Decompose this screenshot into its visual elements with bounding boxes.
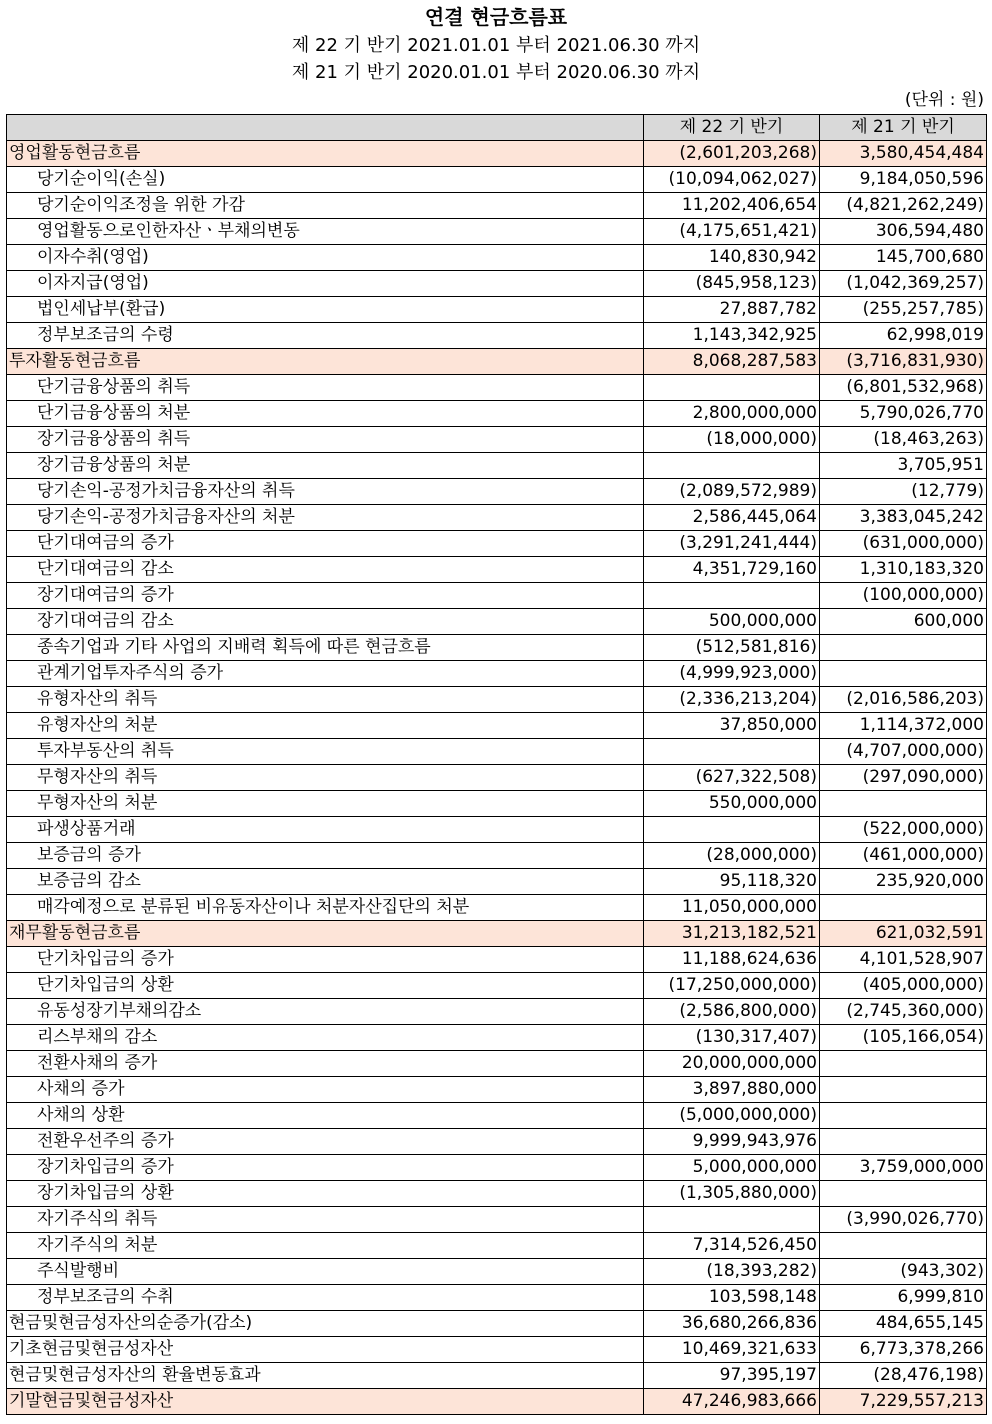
current-period-value: 27,887,782	[644, 297, 820, 323]
section-row	[7, 1389, 987, 1415]
row-label: 당기순이익(손실)	[7, 167, 644, 193]
prior-period-value: 621,032,591	[820, 921, 987, 947]
prior-period-value	[820, 1129, 987, 1155]
table-row	[7, 739, 987, 765]
table-row	[7, 583, 987, 609]
current-period-value: 2,800,000,000	[644, 401, 820, 427]
table-row	[7, 713, 987, 739]
table-row	[7, 1311, 987, 1337]
prior-period-value: (3,990,026,770)	[820, 1207, 987, 1233]
prior-period-value: 1,114,372,000	[820, 713, 987, 739]
prior-period-value: 600,000	[820, 609, 987, 635]
current-period-value: (5,000,000,000)	[644, 1103, 820, 1129]
table-row	[7, 1363, 987, 1389]
prior-period-value	[820, 1077, 987, 1103]
row-label: 보증금의 감소	[7, 869, 644, 895]
header-current-period: 제 22 기 반기	[644, 115, 820, 141]
table-row	[7, 869, 987, 895]
table-row	[7, 999, 987, 1025]
current-period-value: 97,395,197	[644, 1363, 820, 1389]
header-account	[7, 115, 644, 141]
table-row	[7, 297, 987, 323]
prior-period-value: (631,000,000)	[820, 531, 987, 557]
prior-period-value: (12,779)	[820, 479, 987, 505]
current-period-value: (1,305,880,000)	[644, 1181, 820, 1207]
table-row	[7, 401, 987, 427]
table-row	[7, 479, 987, 505]
current-period-value: 10,469,321,633	[644, 1337, 820, 1363]
unit-label: (단위 : 원)	[904, 90, 984, 110]
table-row	[7, 687, 987, 713]
row-label: 장기차입금의 상환	[7, 1181, 644, 1207]
table-row	[7, 1051, 987, 1077]
current-period-value: 31,213,182,521	[644, 921, 820, 947]
row-label: 당기순이익조정을 위한 가감	[7, 193, 644, 219]
current-period-value: 8,068,287,583	[644, 349, 820, 375]
section-row	[7, 349, 987, 375]
prior-period-value: 62,998,019	[820, 323, 987, 349]
row-label: 이자지급(영업)	[7, 271, 644, 297]
table-row	[7, 1077, 987, 1103]
current-period-value: (2,601,203,268)	[644, 141, 820, 167]
prior-period-value: (522,000,000)	[820, 817, 987, 843]
row-label: 단기대여금의 감소	[7, 557, 644, 583]
current-period-value: 3,897,880,000	[644, 1077, 820, 1103]
prior-period-value: 7,229,557,213	[820, 1389, 987, 1415]
table-header-row	[7, 115, 987, 141]
row-label: 투자부동산의 취득	[7, 739, 644, 765]
current-period-value	[644, 817, 820, 843]
row-label: 매각예정으로 분류된 비유동자산이나 처분자산집단의 처분	[7, 895, 644, 921]
current-period-value: (2,586,800,000)	[644, 999, 820, 1025]
prior-period-value: 9,184,050,596	[820, 167, 987, 193]
table-row	[7, 895, 987, 921]
row-label: 기말현금및현금성자산	[7, 1389, 644, 1415]
current-period-value: (130,317,407)	[644, 1025, 820, 1051]
current-period-value: (28,000,000)	[644, 843, 820, 869]
current-period-value: 11,188,624,636	[644, 947, 820, 973]
prior-period-value	[820, 1181, 987, 1207]
table-row	[7, 1103, 987, 1129]
table-row	[7, 531, 987, 557]
current-period-value: 9,999,943,976	[644, 1129, 820, 1155]
row-label: 정부보조금의 수취	[7, 1285, 644, 1311]
current-period-value: (17,250,000,000)	[644, 973, 820, 999]
table-row	[7, 323, 987, 349]
prior-period-value: 3,580,454,484	[820, 141, 987, 167]
prior-period-value: (4,821,262,249)	[820, 193, 987, 219]
current-period-value: 550,000,000	[644, 791, 820, 817]
row-label: 이자수취(영업)	[7, 245, 644, 271]
prior-period-value: 3,705,951	[820, 453, 987, 479]
row-label: 영업활동으로인한자산ㆍ부채의변동	[7, 219, 644, 245]
current-period-value: (18,393,282)	[644, 1259, 820, 1285]
current-period-value	[644, 375, 820, 401]
current-period-value: 47,246,983,666	[644, 1389, 820, 1415]
statement-title: 연결 현금흐름표	[424, 5, 568, 29]
table-row	[7, 947, 987, 973]
current-period-value: 11,050,000,000	[644, 895, 820, 921]
row-label: 유형자산의 취득	[7, 687, 644, 713]
current-period-value: 500,000,000	[644, 609, 820, 635]
table-row	[7, 271, 987, 297]
current-period-value: 140,830,942	[644, 245, 820, 271]
row-label: 정부보조금의 수령	[7, 323, 644, 349]
row-label: 유형자산의 처분	[7, 713, 644, 739]
prior-period-value: 3,383,045,242	[820, 505, 987, 531]
row-label: 종속기업과 기타 사업의 지배력 획득에 따른 현금흐름	[7, 635, 644, 661]
prior-period-value	[820, 895, 987, 921]
prior-period-value	[820, 1233, 987, 1259]
row-label: 재무활동현금흐름	[7, 921, 644, 947]
prior-period-value: 6,773,378,266	[820, 1337, 987, 1363]
header-prior-period: 제 21 기 반기	[820, 115, 987, 141]
table-row	[7, 1233, 987, 1259]
table-row	[7, 375, 987, 401]
table-row	[7, 427, 987, 453]
prior-period-value: 4,101,528,907	[820, 947, 987, 973]
current-period-value: 37,850,000	[644, 713, 820, 739]
prior-period-value: 306,594,480	[820, 219, 987, 245]
cash-flow-table	[6, 114, 987, 1415]
row-label: 단기대여금의 증가	[7, 531, 644, 557]
prior-period-value: (18,463,263)	[820, 427, 987, 453]
table-row	[7, 1181, 987, 1207]
row-label: 파생상품거래	[7, 817, 644, 843]
section-row	[7, 921, 987, 947]
prior-period-value: (3,716,831,930)	[820, 349, 987, 375]
current-period-value: (512,581,816)	[644, 635, 820, 661]
prior-period-value: 3,759,000,000	[820, 1155, 987, 1181]
prior-period-value: 1,310,183,320	[820, 557, 987, 583]
table-row	[7, 817, 987, 843]
current-period-value: 2,586,445,064	[644, 505, 820, 531]
period-prior: 제 21 기 반기 2020.01.01 부터 2020.06.30 까지	[291, 62, 701, 83]
prior-period-value: 6,999,810	[820, 1285, 987, 1311]
table-row	[7, 1337, 987, 1363]
current-period-value: 1,143,342,925	[644, 323, 820, 349]
prior-period-value	[820, 791, 987, 817]
prior-period-value: (100,000,000)	[820, 583, 987, 609]
prior-period-value: 484,655,145	[820, 1311, 987, 1337]
prior-period-value: (6,801,532,968)	[820, 375, 987, 401]
current-period-value: (3,291,241,444)	[644, 531, 820, 557]
row-label: 무형자산의 처분	[7, 791, 644, 817]
table-row	[7, 843, 987, 869]
row-label: 장기차입금의 증가	[7, 1155, 644, 1181]
table-row	[7, 193, 987, 219]
prior-period-value: (4,707,000,000)	[820, 739, 987, 765]
prior-period-value: (2,016,586,203)	[820, 687, 987, 713]
current-period-value: (10,094,062,027)	[644, 167, 820, 193]
row-label: 보증금의 증가	[7, 843, 644, 869]
row-label: 관계기업투자주식의 증가	[7, 661, 644, 687]
prior-period-value: (405,000,000)	[820, 973, 987, 999]
section-row	[7, 141, 987, 167]
row-label: 자기주식의 처분	[7, 1233, 644, 1259]
table-row	[7, 635, 987, 661]
row-label: 기초현금및현금성자산	[7, 1337, 644, 1363]
prior-period-value: (28,476,198)	[820, 1363, 987, 1389]
row-label: 단기차입금의 증가	[7, 947, 644, 973]
table-row	[7, 453, 987, 479]
prior-period-value: (943,302)	[820, 1259, 987, 1285]
row-label: 주식발행비	[7, 1259, 644, 1285]
current-period-value: 4,351,729,160	[644, 557, 820, 583]
prior-period-value: 145,700,680	[820, 245, 987, 271]
current-period-value: 7,314,526,450	[644, 1233, 820, 1259]
row-label: 무형자산의 취득	[7, 765, 644, 791]
row-label: 장기대여금의 감소	[7, 609, 644, 635]
table-row	[7, 661, 987, 687]
row-label: 현금및현금성자산의순증가(감소)	[7, 1311, 644, 1337]
prior-period-value: (255,257,785)	[820, 297, 987, 323]
row-label: 단기금융상품의 취득	[7, 375, 644, 401]
current-period-value: 11,202,406,654	[644, 193, 820, 219]
table-row	[7, 505, 987, 531]
row-label: 단기차입금의 상환	[7, 973, 644, 999]
row-label: 투자활동현금흐름	[7, 349, 644, 375]
prior-period-value: (1,042,369,257)	[820, 271, 987, 297]
current-period-value	[644, 739, 820, 765]
prior-period-value: 235,920,000	[820, 869, 987, 895]
period-current: 제 22 기 반기 2021.01.01 부터 2021.06.30 까지	[291, 35, 701, 56]
row-label: 장기금융상품의 처분	[7, 453, 644, 479]
table-row	[7, 1285, 987, 1311]
current-period-value: (2,089,572,989)	[644, 479, 820, 505]
row-label: 전환사채의 증가	[7, 1051, 644, 1077]
prior-period-value: (297,090,000)	[820, 765, 987, 791]
row-label: 자기주식의 취득	[7, 1207, 644, 1233]
row-label: 당기손익-공정가치금융자산의 처분	[7, 505, 644, 531]
prior-period-value	[820, 1103, 987, 1129]
current-period-value: 103,598,148	[644, 1285, 820, 1311]
current-period-value: 36,680,266,836	[644, 1311, 820, 1337]
row-label: 유동성장기부채의감소	[7, 999, 644, 1025]
prior-period-value	[820, 635, 987, 661]
current-period-value	[644, 453, 820, 479]
row-label: 영업활동현금흐름	[7, 141, 644, 167]
table-row	[7, 1129, 987, 1155]
prior-period-value: (105,166,054)	[820, 1025, 987, 1051]
table-row	[7, 791, 987, 817]
row-label: 사채의 상환	[7, 1103, 644, 1129]
row-label: 단기금융상품의 처분	[7, 401, 644, 427]
table-row	[7, 1207, 987, 1233]
prior-period-value	[820, 661, 987, 687]
row-label: 현금및현금성자산의 환율변동효과	[7, 1363, 644, 1389]
prior-period-value: (2,745,360,000)	[820, 999, 987, 1025]
row-label: 리스부채의 감소	[7, 1025, 644, 1051]
table-row	[7, 245, 987, 271]
row-label: 당기손익-공정가치금융자산의 취득	[7, 479, 644, 505]
table-row	[7, 219, 987, 245]
current-period-value	[644, 583, 820, 609]
row-label: 장기대여금의 증가	[7, 583, 644, 609]
row-label: 전환우선주의 증가	[7, 1129, 644, 1155]
table-row	[7, 609, 987, 635]
current-period-value: (4,175,651,421)	[644, 219, 820, 245]
table-row	[7, 973, 987, 999]
current-period-value: (627,322,508)	[644, 765, 820, 791]
table-row	[7, 1259, 987, 1285]
row-label: 장기금융상품의 취득	[7, 427, 644, 453]
current-period-value: (4,999,923,000)	[644, 661, 820, 687]
current-period-value: (845,958,123)	[644, 271, 820, 297]
table-row	[7, 1025, 987, 1051]
current-period-value: 5,000,000,000	[644, 1155, 820, 1181]
table-row	[7, 765, 987, 791]
current-period-value: 95,118,320	[644, 869, 820, 895]
row-label: 사채의 증가	[7, 1077, 644, 1103]
table-row	[7, 557, 987, 583]
prior-period-value	[820, 1051, 987, 1077]
current-period-value: (2,336,213,204)	[644, 687, 820, 713]
table-row	[7, 1155, 987, 1181]
prior-period-value: (461,000,000)	[820, 843, 987, 869]
table-row	[7, 167, 987, 193]
current-period-value	[644, 1207, 820, 1233]
prior-period-value: 5,790,026,770	[820, 401, 987, 427]
current-period-value: 20,000,000,000	[644, 1051, 820, 1077]
row-label: 법인세납부(환급)	[7, 297, 644, 323]
current-period-value: (18,000,000)	[644, 427, 820, 453]
